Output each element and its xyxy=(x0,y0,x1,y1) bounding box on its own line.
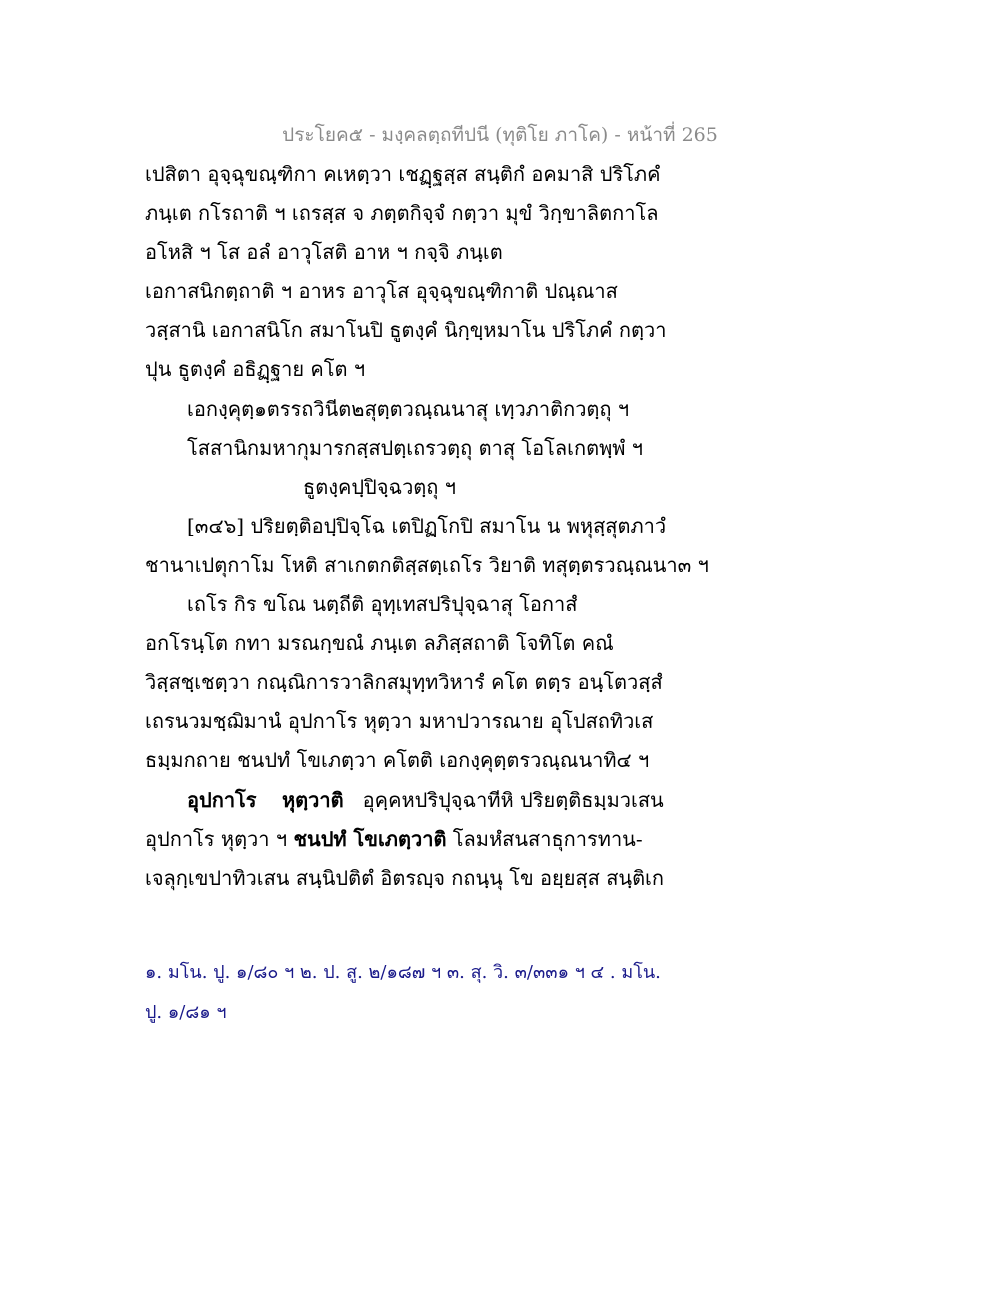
footnote-line: ๑. มโน. ปู. ๑/๘๐ ฯ ๒. ป. สู. ๒/๑๘๗ ฯ ๓. สุ. วิ. ๓/๓๓๑ ฯ ๔ . มโน. xyxy=(145,962,661,983)
section-title: ธูตงฺคปฺปิจฺฉวตฺถุ ฯ xyxy=(303,474,456,499)
footnotes xyxy=(145,953,845,1033)
text-line: วิสฺสชฺเชตฺวา กณฺณิการวาลิกสมุทฺทวิหารํ คโต ตตฺร อนฺโตวสฺสํ xyxy=(145,670,663,695)
text-line: เจลุกฺเขปาทิวเสน สนฺนิปติตํ อิตรญฺจ กถนฺนุ โข อยฺยสฺส สนฺติเก xyxy=(145,865,665,890)
section-reference-1: เอกงฺคุตฺ๑ตรรถวินีต๒สุตฺตวณฺณนาสุ เทฺวภาติกวตฺถุ ฯ xyxy=(187,396,630,421)
bold-term: หุตฺวาติ xyxy=(281,787,344,812)
text-line: เปสิตา อุจฺฉุขณฺฑิกา คเหตฺวา เชฏฺฐสฺส สนฺติกํ อคมาสิ ปริโภคํ xyxy=(145,162,661,186)
text-line: ชานาเปตุกาโม โหติ สาเกตกติสฺสตฺเถโร วิยาติ ทสุตฺตรวณฺณนา๓ ฯ xyxy=(145,552,709,577)
text-line: [๓๔๖] ปริยตฺติอปฺปิจฺโฉ เตปิฏโกปิ สมาโน น พหุสฺสุตภาวํ xyxy=(187,513,667,538)
text-line: ธมฺมกถาย ชนปทํ โขเภตฺวา คโตติ เอกงฺคุตฺตรวณฺณนาทิ๔ ฯ xyxy=(145,748,650,773)
bold-term: อุปกาโร xyxy=(187,787,257,812)
bold-term: ชนปทํ โขเภตฺวาติ xyxy=(293,826,447,851)
text-line: เถโร กิร ขโณ นตฺถีติ อุทฺเทสปริปุจฺฉาสุ โอกาสํ xyxy=(187,592,578,617)
text-line: เถรนวมชฺฌิมานํ อุปกาโร หุตฺวา มหาปวารณาย อุโปสถทิวเส xyxy=(145,709,654,734)
text-span: โลมหํสนสาธุการทาน- xyxy=(446,826,643,851)
body-text xyxy=(145,155,845,898)
text-line: วสฺสานิ เอกาสนิโก สมาโนปิ ธูตงฺคํ นิกฺขฺหมาโน ปริโภคํ กตฺวา xyxy=(145,318,667,343)
text-line: เอกาสนิกตฺถาติ ฯ อาหร อาวุโส อุจฺฉุขณฺฑิกาติ ปณฺณาส xyxy=(145,279,618,304)
text-line: อโหสิ ฯ โส อลํ อาวุโสติ อาห ฯ กจฺจิ ภนฺเต xyxy=(145,240,503,265)
text-line: ปุน ธูตงฺคํ อธิฏฺฐาย คโต ฯ xyxy=(145,357,366,382)
text-span: อุปกาโร หุตฺวา ฯ xyxy=(145,826,294,851)
text-line xyxy=(145,781,845,820)
text-line: อกโรนฺโต กทา มรณกฺขณํ ภนฺเต ลภิสฺสถาติ โจทิโต คณํ xyxy=(145,631,614,656)
text-span: อุคฺคหปริปุจฺฉาทีหิ ปริยตฺติธมฺมวเสน xyxy=(362,787,664,812)
section-reference-2: โสสานิกมหากุมารกสฺสปตฺเถรวตฺถุ ตาสุ โอโลเกตพฺพํ ฯ xyxy=(187,435,644,460)
footnote-line: ปู. ๑/๘๑ ฯ xyxy=(145,1002,227,1023)
text-line: ภนฺเต กโรถาติ ฯ เถรสฺส จ ภตฺตกิจฺจํ กตฺวา มุขํ วิกฺขาลิตกาโล xyxy=(145,201,659,226)
page-header: ประโยค๕ - มงฺคลตฺถทีปนี (ทุติโย ภาโค) - หน้าที่ 265 xyxy=(282,124,718,146)
text-line xyxy=(145,820,845,859)
